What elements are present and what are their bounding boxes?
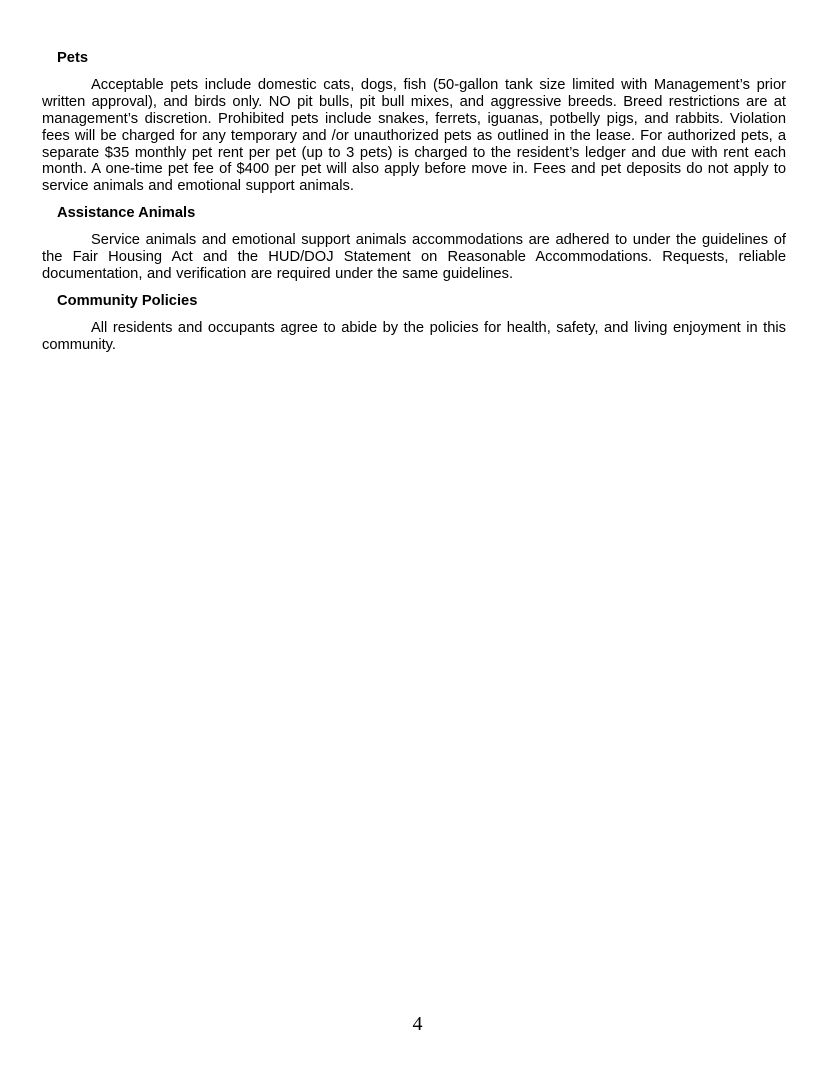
section-heading-pets: Pets bbox=[57, 50, 89, 66]
paragraph-community-policies: All residents and occupants agree to abide by the policies for health, safety, and living enjoyment in this community. bbox=[42, 319, 786, 353]
paragraph-pets: Acceptable pets include domestic cats, dogs, fish (50-gallon tank size limited with Management’s prior written approval), and birds only. NO pit bulls, pit bull mixes, and aggressive breeds. Breed restrictions are at management’s discretion. Prohibited pets include snakes, ferrets, iguanas, potbelly pigs, and rabbits. Violation fees will be charged for any temporary and /or unauthorized pets as outlined in the lease. For authorized pets, a separate $35 monthly pet rent per pet (up to 3 pets) is charged to the resident’s ledger and due with rent each month. A one-time pet fee of $400 per pet will also apply before move in. Fees and pet deposits do not apply to service animals and emotional support animals. bbox=[42, 76, 786, 195]
paragraph-assistance-animals: Service animals and emotional support animals accommodations are adhered to under the guidelines of the Fair Housing Act and the HUD/DOJ Statement on Reasonable Accommodations. Requests, reliable documentation, and verification are required under the same guidelines. bbox=[42, 232, 786, 282]
section-heading-community-policies: Community Policies bbox=[57, 292, 198, 309]
section-pets bbox=[42, 50, 786, 195]
section-assistance-animals bbox=[42, 205, 786, 283]
section-heading-assistance-animals: Assistance Animals bbox=[57, 205, 196, 222]
section-community-policies bbox=[42, 293, 786, 354]
page-number: 4 bbox=[412, 1013, 423, 1035]
